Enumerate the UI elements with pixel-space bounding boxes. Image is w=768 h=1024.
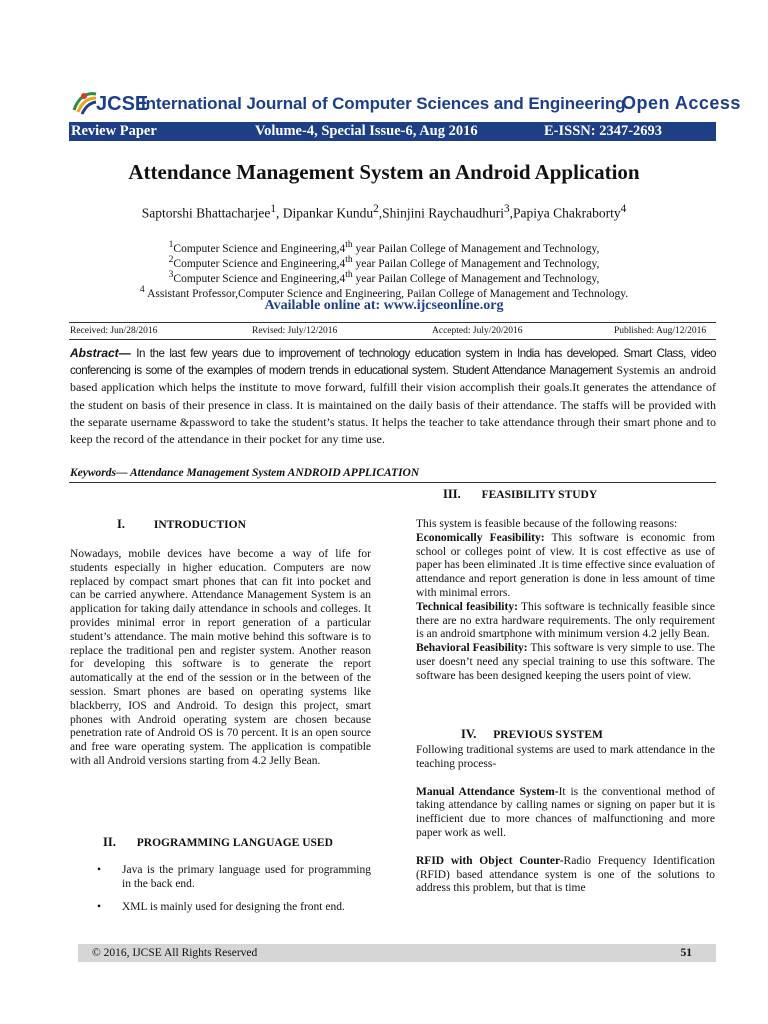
section-heading-introduction — [117, 517, 246, 532]
paragraph: This system is feasible because of the following reasons: — [416, 518, 678, 530]
paragraph: Following traditional systems are used to mark attendance in the teaching process- — [416, 744, 715, 770]
section-number: I. — [117, 517, 125, 531]
term-text: It is the conventional method of taking attendance by calling names or signing on paper but it is inefficient due to more chances of malfunctioning and more paper work as well. — [416, 785, 716, 839]
affil-text: year Pailan College of Management and Technology, — [352, 242, 600, 255]
divider — [69, 482, 716, 483]
affil-text: Computer Science and Engineering,4 — [173, 257, 346, 270]
paper-type: Review Paper — [71, 123, 157, 139]
bullet-icon: • — [97, 900, 102, 913]
affil-text: Computer Science and Engineering,4 — [173, 242, 346, 255]
author-sep: , — [509, 205, 513, 221]
affil-sup: th — [345, 239, 353, 250]
affil-sup: th — [345, 254, 353, 265]
author-name: Dipankar Kundu — [282, 205, 374, 221]
available-online-link[interactable]: Available online at: www.ijcseonline.org — [264, 298, 504, 313]
affil-sup: 2 — [168, 254, 174, 265]
paper-title: Attendance Management System an Android Application — [128, 160, 640, 184]
author-list — [0, 203, 768, 222]
language-list — [70, 864, 371, 923]
term-text: This software is economic from school or colleges point of view. It is cost effective as use of paper has been eliminated .It is time effective since evaluation of attendance and report generation is done in less amount of time with minimal errors. — [416, 531, 715, 599]
revised-date: Revised: July/12/2016 — [252, 326, 338, 336]
paragraph: Nowadays, mobile devices have become a way of life for students especially in higher education. Computers are now replaced by compact smart phones that can fit into pocket and can be carried anywhere. Attendance Management System is an application for taking daily attendance in schools and colleges. It provides minimal error in report generation of a particular student’s attendance. The main motive behind this software is to replace the traditional pen and register system. Another reason for developing this software is to generate the report automatically at the end of the session or in the between of the session. Smart phones are based on operating systems like blackberry, IOS and Android. To design this project, smart phones with Android operating system are chosen because penetration rate of Android OS is 70 percent. It is an open source and free ware operating system. The application is compatible with all Android versions starting from 4.2 Jelly Bean. — [70, 548, 371, 767]
paragraph — [416, 786, 715, 841]
affil-sup: 4 — [139, 284, 148, 295]
affil-sup: 1 — [168, 239, 174, 250]
page-footer — [78, 944, 716, 962]
section-heading-previous — [461, 727, 603, 742]
section-title: PREVIOUS SYSTEM — [493, 729, 603, 741]
author-sep: , — [276, 205, 283, 221]
author-name: Papiya Chakraborty — [512, 205, 621, 221]
author-name: Saptorshi Bhattacharjee — [141, 205, 271, 221]
divider — [69, 322, 716, 323]
keywords: Keywords— Attendance Management System ANDROID APPLICATION — [70, 467, 420, 479]
affil-sup: 3 — [168, 269, 174, 280]
author-sup: 3 — [503, 203, 510, 215]
page-number: 51 — [680, 947, 692, 959]
paragraph — [416, 855, 715, 896]
author-sup: 4 — [620, 203, 627, 215]
volume-info: Volume-4, Special Issue-6, Aug 2016 — [255, 123, 478, 139]
abstract-dash: — — [118, 346, 137, 360]
published-date: Published: Aug/12/2016 — [614, 326, 707, 336]
paragraph — [416, 642, 715, 683]
section-number: II. — [103, 835, 116, 849]
term-label: RFID with Object Counter- — [416, 854, 564, 867]
affil-text: year Pailan College of Management and Technology, — [352, 272, 600, 285]
received-date: Received: Jun/28/2016 — [70, 326, 158, 336]
section-heading-feasibility — [443, 487, 597, 502]
list-item-text: Java is the primary language used for programming in the back end. — [122, 864, 371, 890]
issn: E-ISSN: 2347-2693 — [544, 123, 663, 139]
author-name: Shinjini Raychaudhuri — [382, 205, 504, 221]
term-label: Economically Feasibility: — [416, 531, 545, 544]
journal-logo-text: JCSE — [96, 93, 149, 115]
accepted-date: Accepted: July/20/2016 — [432, 326, 523, 336]
bullet-icon: • — [97, 864, 102, 876]
abstract-label: Abstract — [70, 346, 119, 360]
section-number: III. — [443, 487, 461, 501]
list-item-text: XML is mainly used for designing the front end. — [122, 900, 345, 913]
affil-text: Computer Science and Engineering,4 — [173, 272, 346, 285]
term-label: Manual Attendance System- — [416, 785, 559, 798]
paragraph — [416, 532, 715, 601]
introduction-text — [70, 548, 371, 769]
affil-text: year Pailan College of Management and Technology, — [352, 257, 600, 270]
term-label: Behavioral Feasibility: — [416, 642, 528, 655]
abstract — [70, 345, 716, 448]
affil-sup: th — [345, 269, 353, 280]
term-text: This software is technically feasible since there are no extra hardware requirements. The only requirement is an android smartphone with minimum version 4.2 jelly Bean. — [416, 600, 715, 641]
author-sep: , — [378, 205, 383, 221]
author-sup: 2 — [373, 203, 379, 215]
paragraph — [416, 601, 715, 642]
term-text: Radio Frequency Identification (RFID) based attendance system is one of the solutions to address this problem, but that is time — [416, 854, 715, 895]
author-sup: 1 — [270, 203, 276, 215]
section-heading-programming — [103, 835, 333, 850]
abstract-text-b: Systemis an android based application which helps the institute to move forward, fulfill their vision accomplish their goals.It generates the attendance of the student on basis of their presence in class. It is maintained on the daily basis of their attendance. The staffs will be provided with the separate username &password to take the student’s status. It helps the teacher to take attendance through their smart phone and to keep the record of the attendance in their pocket for any time use. — [70, 363, 716, 447]
section-title: INTRODUCTION — [153, 519, 246, 531]
list-item — [70, 901, 371, 915]
section-title: FEASIBILITY STUDY — [481, 489, 598, 501]
header-band — [69, 122, 716, 141]
affil-text: Assistant Professor,Computer Science and Engineering, Pailan College of Management and Technology. — [147, 287, 629, 300]
open-access-label: Open Access — [622, 93, 741, 113]
term-text: This software is very simple to use. The user doesn’t need any special training to use this software. The software has been designed keeping the users point of view. — [416, 642, 716, 682]
section-title: PROGRAMMING LANGUAGE USED — [136, 837, 333, 849]
journal-title: International Journal of Computer Sciences and Engineering — [141, 94, 626, 113]
term-label: Technical feasibility: — [416, 600, 518, 613]
abstract-text-a: In the last few years due to improvement of technology education system in India has developed. Smart Class, video conferencing is some of the examples of modern trends in educational system. Student Attendance Management — [70, 347, 716, 378]
feasibility-text — [416, 518, 715, 684]
list-item — [70, 864, 371, 892]
divider — [69, 339, 716, 340]
previous-system-text — [416, 744, 715, 896]
section-number: IV. — [461, 727, 477, 741]
copyright: © 2016, IJCSE All Rights Reserved — [92, 947, 258, 959]
